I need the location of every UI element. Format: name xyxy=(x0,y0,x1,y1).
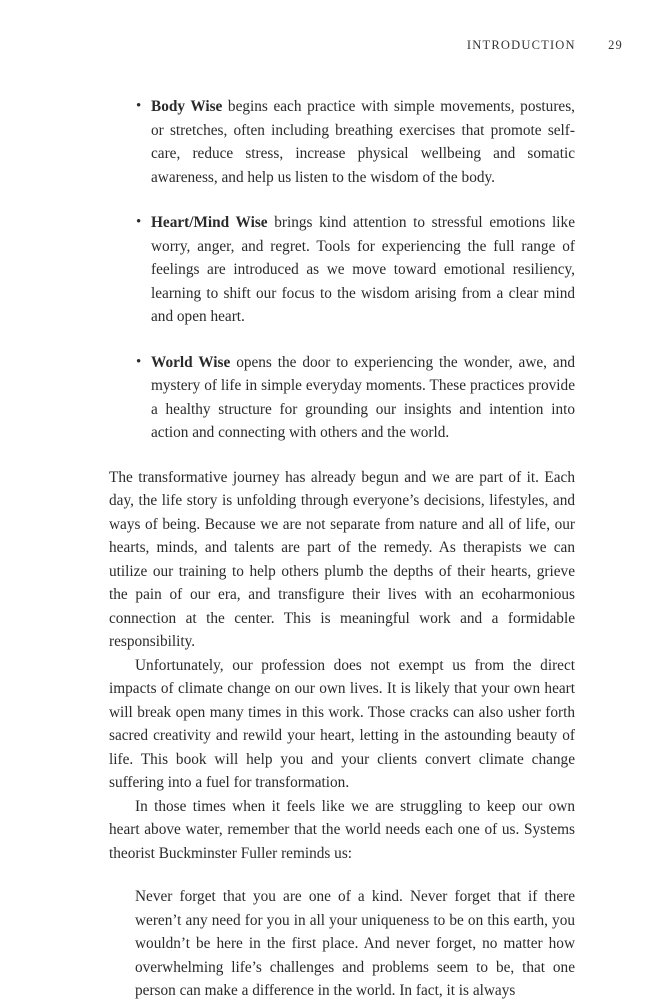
list-item-term: Body Wise xyxy=(151,98,223,115)
body-paragraph: In those times when it feels like we are struggling to keep our own heart above water, remember that the world needs each one of us. Systems theorist Buckminster Fuller reminds us: xyxy=(109,797,575,862)
bullet-icon: • xyxy=(136,214,142,230)
list-item-text: brings kind attention to stressful emotions like worry, anger, and regret. Tools for experiencing the full range of feelings are introduced as we move toward emotional resiliency, learning to shift our focus to the wisdom arising from a clear mind and open heart. xyxy=(151,214,575,325)
practice-list xyxy=(109,95,575,445)
page-number: 29 xyxy=(608,38,623,52)
section-title: INTRODUCTION xyxy=(466,38,576,52)
list-item xyxy=(109,211,575,329)
list-item-text: opens the door to experiencing the wonder, awe, and mystery of life in simple everyday moments. These practices provide a healthy structure for grounding our insights and intention into action and connecting with others and the world. xyxy=(151,353,575,441)
bullet-icon: • xyxy=(136,98,142,114)
list-item xyxy=(109,351,575,445)
block-quote: Never forget that you are one of a kind. Never forget that if there weren’t any need for you in all your uniqueness to be on this earth, you wouldn’t be here in the first place. And never forget, no matter how overwhelming life’s challenges and problems seem to be, that one person can make a difference in the world. In fact, it is always xyxy=(135,888,575,999)
list-item-text: begins each practice with simple movements, postures, or stretches, often including breathing exercises that promote self-care, reduce stress, increase physical wellbeing and somatic awareness, and help us listen to the wisdom of the body. xyxy=(151,98,575,186)
running-head xyxy=(467,38,623,53)
list-item xyxy=(109,95,575,189)
page-body xyxy=(109,95,575,1003)
list-item-term: Heart/Mind Wise xyxy=(151,214,268,231)
bullet-icon: • xyxy=(136,353,142,370)
body-paragraph: The transformative journey has already begun and we are part of it. Each day, the life story is unfolding through everyone’s decisions, lifestyles, and ways of being. Because we are not separate from nature and all of life, our hearts, minds, and talents are part of the remedy. As therapists we can utilize our training to help others plumb the depths of their hearts, grieve the pain of our era, and transfigure their lives with an ecoharmonious connection at the center. This is meaningful work and a formidable responsibility. xyxy=(109,468,575,650)
body-paragraph: Unfortunately, our profession does not exempt us from the direct impacts of climate change on our own lives. It is likely that your own heart will break open many times in this work. Those cracks can also usher forth sacred creativity and rewild your heart, letting in the astounding beauty of life. This book will help you and your clients convert climate change suffering into a fuel for transformation. xyxy=(109,656,575,791)
list-item-term: World Wise xyxy=(151,353,231,371)
